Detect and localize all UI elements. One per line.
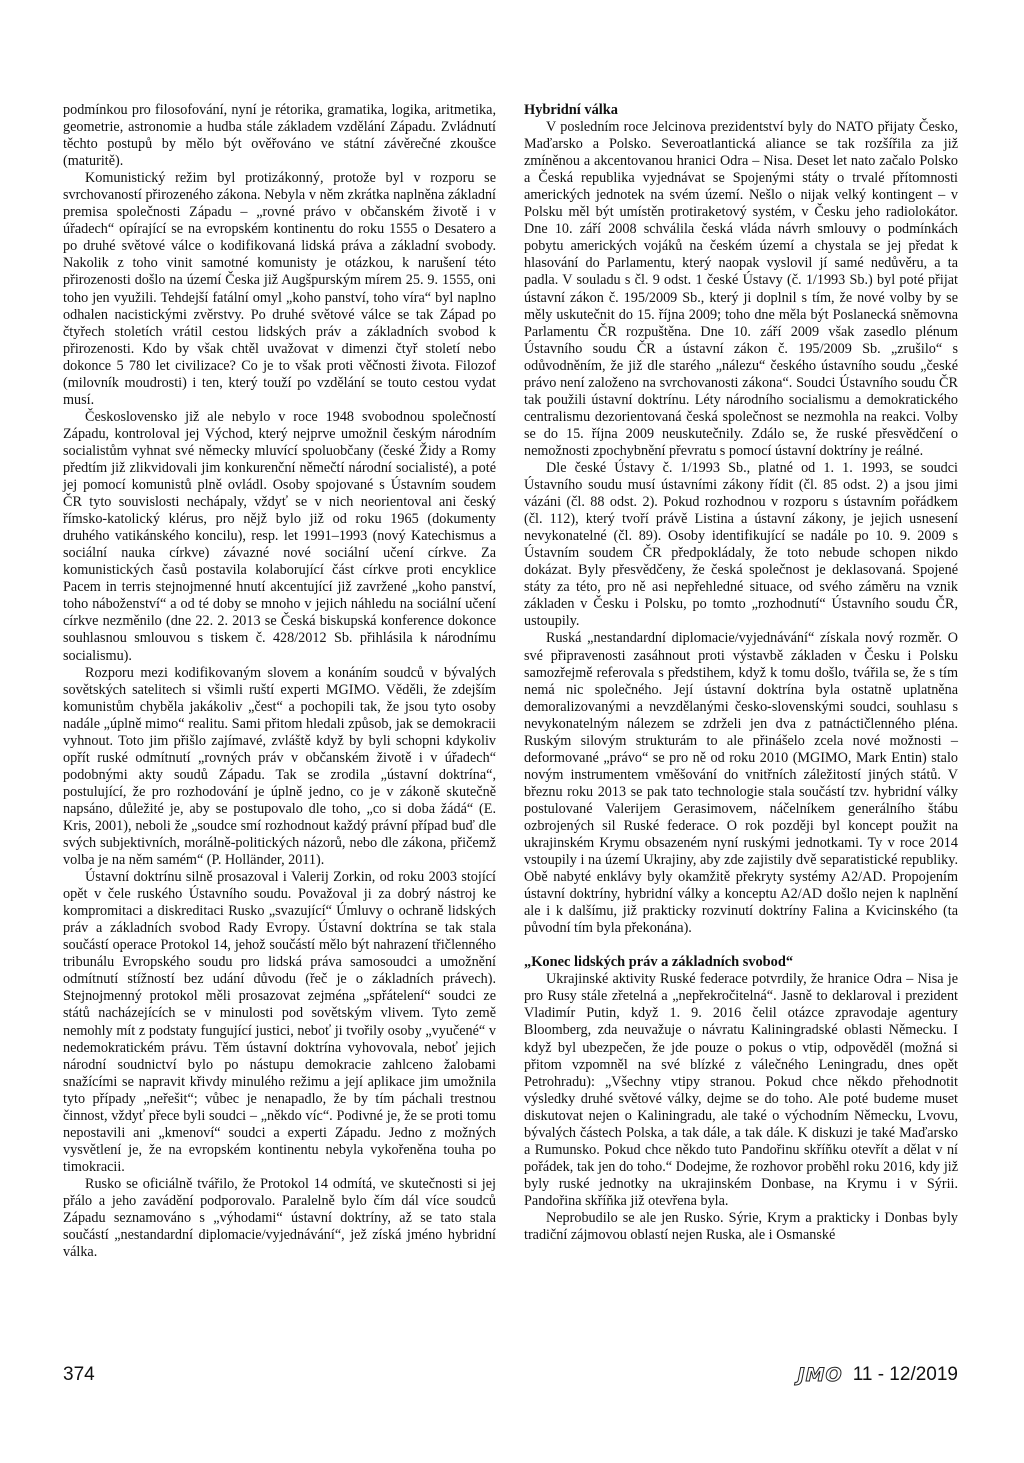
right-column: [524, 102, 958, 1244]
paragraph: Rusko se oficiálně tvářilo, že Protokol 14 odmítá, ve skutečnosti si jej přálo a jeho zavádění podporovalo. Paralelně bylo čím dál více soudců Západu seznamováno s „výhodami“ ústavní doktríny, až se tato stala součástí „nestandardní diplomacie/vyjednávání“, jež získá jméno hybridní válka.: [63, 1175, 496, 1261]
paragraph: V posledním roce Jelcinova prezidentství byly do NATO přijaty Česko, Maďarsko a Polsko. Severoatlantická aliance se tak rozšířila za již zmíněnou a akcentovanou hranici Odra – Nisa. Deset let nato začalo Polsko a Česká republika vyjednávat se Spojenými státy o trvalé přítomnosti amerických jednotek na svém území. Nešlo o nijak velký kontingent – v Polsku měl být umístěn protiraketový systém, v Česku jeho radiolokátor. Dne 10. září 2008 schválila česká vláda návrh smlouvy o podmínkách pobytu amerických vojáků na českém území a chystala se jej předat k hlasování do Parlamentu, který naopak vyslovil jí samé nedůvěru, a ta padla. V souladu s čl. 9 odst. 1 české Ústavy (č. 1/1993 Sb.) byl poté přijat ústavní zákon č. 195/2009 Sb., který ji doplnil s tím, že nové volby by se měly uskutečnit do 15. října 2009; toho dne měla být Poslanecká sněmovna Parlamentu ČR rozpuštěna. Dne 10. září 2009 však zasedlo plénum Ústavního soudu ČR a ústavní zákon č. 195/2009 Sb. „zrušilo“ s odůvodněním, že již dle starého „nálezu“ českého ústavního soudu „české právo není založeno na svrchovanosti zákona“. Soudci Ústavního soudu ČR tak použili ústavní doktrínu. Léty národního socialismu a demokratického centralismu dezorientovaná česká společnost se nezmohla na reakci. Volby se do 15. října 2009 neuskutečnily. Zdálo se, že ruské přesvědčení o nemožnosti zpochybnění převratu s pomocí ústavní doktríny je reálné.: [524, 119, 958, 459]
section-heading-hybrid-war: Hybridní válka: [524, 102, 618, 118]
paragraph: Československo již ale nebylo v roce 1948 svobodnou společností Západu, kontroloval jej Východ, který nejprve umožnil českým národním socialistům vyhnat své německy mluvící spoluobčany (české Židy a Romy předtím již zlikvidovali jim konkurenční němečtí národní socialisté), a poté jej pomocí komunistů plně ovládl. Osoby spojované s Ústavním soudem ČR tyto souvislosti nechápaly, vždyť se v nich neorientoval ani český římsko-katolický klérus, pro nějž bylo již od roku 1965 (dokumenty druhého vatikánského koncilu), resp. let 1991–1993 (nový Katechismus a sociální nauka církve) závazné nové sociální učení církve. Za komunistických časů postavila kolaborující část církve proti encyklice Pacem in terris stejnojmenné hnutí akcentující již zavržené „koho panství, toho náboženství“ a od té doby se mnoho v jejich náhledu na sociální učení církve nezměnilo (dne 22. 2. 2013 se Česká biskupská konference dokonce souhlasnou smlouvou s tiskem č. 428/2012 Sb. přihlásila k národnímu socialismu).: [63, 408, 496, 664]
paragraph: Ruská „nestandardní diplomacie/vyjednávání“ získala nový rozměr. O své připravenosti zasáhnout proti výstavbě základen v Česku i Polsku samozřejmě referovala s předstihem, když k tomu došlo, tvářila se, že s tím nemá nic společného. Její ústavní doktrína byla ostatně uplatněna demoralizovanými a nevzdělanými česko-slovenskými soudci, souhlasu s nevykonatelným nálezem se zdrželi jen dva z patnáctičlenného pléna. Ruským silovým strukturám to ale přinášelo zcela nové možnosti – deformované „právo“ se pro ně od roku 2010 (MGIMO, Mark Entin) stalo novým instrumentem vměšování do vnitřních záležitostí jiných států. V březnu roku 2013 se pak tato technologie stala součástí tzv. hybridní války postulované Valerijem Gerasimovem, náčelníkem generálního štábu ozbrojených sil Ruské federace. O rok později byl koncept použit na ukrajinském Krymu obsazeném nyní ruskými jednotkami. Ty v roce 2014 vstoupily i na území Ukrajiny, aby zde zajistily dvě separatistické republiky. Obě nabyté enklávy byly okamžitě překryty systémy A2/AD. Propojením ústavní doktríny, hybridní války a konceptu A2/AD došlo nejen k naplnění ale i k dalšímu, již prakticky rozvinutí doktríny Falina a Kvicinského (ta původní tím byla překonána).: [524, 630, 958, 937]
left-column: [63, 102, 496, 1261]
section-heading-end-of-rights: „Konec lidských práv a základních svobod“: [524, 954, 794, 971]
paragraph: Rozporu mezi kodifikovaným slovem a konáním soudců v bývalých sovětských satelitech si všimli ruští experti MGIMO. Věděli, že zdejším komunistům chyběla jakákoliv „čest“ a pochopili tak, že jsou tyto osoby nadále „úplně mimo“ realitu. Sami přitom hledali způsob, jak se demokracii vyhnout. Toto jim přišlo zajímavé, zvláště když by byli schopni kdykoliv opřít ruské odmítnutí „rovných práv v občanském životě i v úřadech“ podobnými akty soudů Západu. Tak se zrodila „ústavní doktrína“, postulující, že pro rozhodování je úplně jedno, co je v zákoně skutečně napsáno, důležité je, aby se postupovalo dle toho, „co si doba žádá“ (E. Kris, 2001), neboli že „soudce smí rozhodnout každý právní případ buď dle svých subjektivních, morálně-politických názorů, nebo dle zákona, přičemž volba je na něm samém“ (P. Holländer, 2011).: [63, 664, 496, 869]
paragraph: podmínkou pro filosofování, nyní je rétorika, gramatika, logika, aritmetika, geometrie, astronomie a hudba stále základem vzdělání Západu. Zvládnutí těchto postupů by mělo být ověřováno ve státní závěrečné zkoušce (maturitě).: [63, 102, 496, 170]
page-footer: [63, 1364, 958, 1390]
paragraph: Ukrajinské aktivity Ruské federace potvrdily, že hranice Odra – Nisa je pro Rusy stále zřetelná a „nepřekročitelná“. Jasně to deklaroval i prezident Vladimír Putin, když 1. 9. 2016 čelil otázce zpravodaje agentury Bloomberg, zda neuvažuje o návratu Kaliningradské oblasti Německu. I když byl ubezpečen, že jde pouze o pokus o vtip, odpověděl (možná si přitom vzpomněl na své blízké z válečného Leningradu, dnes opět Petrohradu): „Všechny vtipy stranou. Pokud chce někdo přehodnotit výsledky druhé světové války, dejme se do toho. Ale poté budeme muset diskutovat nejen o Kaliningradu, ale také o východním Německu, Lvovu, bývalých částech Polska, a tak dále, a tak dále. K diskuzi je také Maďarsko a Rumunsko. Pokud chce někdo tuto Pandořinu skříňku otevřít a dělat v ní pořádek, tak jen do toho.“ Dodejme, že rozhovor proběhl roku 2016, kdy již byly ruské jednotky na ukrajinském Donbase, na Krymu i v Sýrii. Pandořina skříňka již otevřena byla.: [524, 971, 958, 1209]
paragraph: Komunistický režim byl protizákonný, protože byl v rozporu se svrchovaností přirozeného zákona. Nebyla v něm zkrátka naplněna základní premisa společnosti Západu – „rovné právo v občanském životě i v úřadech“ opírající se na evropském kontinentu do roku 1555 o Desatero a po druhé světové válce o kodifikovaná lidská práva a základní svobody. Nakolik z toho vinit samotné komunisty je otázkou, k narušení této přirozenosti došlo na území Česka již Augšpurským mírem 25. 9. 1555, oni toho jen využili. Tehdejší fatální omyl „koho panství, toho víra“ byl naplno odhalen nacistickými zvěrstvy. Po druhé světové válce se tak Západ po čtyřech stoletích vrátil cestou lidských práv a základních svobod k přirozenosti. Kdo by však chtěl uvažovat v dimenzi čtyř století nebo dokonce 5 780 let civilizace? Co je to však proti věčnosti života. Filozof (milovník moudrosti) i ten, který touží po vzdělání se touto cestou vydat musí.: [63, 170, 496, 408]
page-number: 374: [63, 1364, 95, 1385]
journal-logo: JMO: [797, 1364, 843, 1386]
paragraph: Dle české Ústavy č. 1/1993 Sb., platné od 1. 1. 1993, se soudci Ústavního soudu musí ústavními zákony řídit (čl. 85 odst. 2) a jsou jimi vázáni (čl. 88 odst. 2). Pokud rozhodnou v rozporu s ústavním pořádkem (čl. 112), který tvoří právě Listina a ústavní zákony, je jejich usnesení nevykonatelné (čl. 89). Osoby identifikující se nadále po 10. 9. 2009 s Ústavním soudem ČR předpokládaly, že toto nebude schopen nikdo dokázat. Byly přesvědčeny, že česká společnost je deklasovaná. Spojené státy za této, pro ně asi nepřehledné situace, od svého záměru na vznik základen v Česku i Polsku, po tomto „rozhodnutí“ Ústavního soudu ČR, ustoupily.: [524, 459, 958, 630]
journal-info: [798, 1364, 958, 1386]
paragraph: Neprobudilo se ale jen Rusko. Sýrie, Krym a prakticky i Donbas byly tradiční zájmovou oblastí nejen Ruska, ale i Osmanské: [524, 1210, 958, 1244]
issue-number: 11 - 12/2019: [852, 1364, 958, 1385]
paragraph: Ústavní doktrínu silně prosazoval i Valerij Zorkin, od roku 2003 stojící opět v čele ruského Ústavního soudu. Považoval ji za dobrý nástroj ke kompromitaci a diskreditaci Rusko „svazující“ Úmluvy o ochraně lidských práv a základních svobod Rady Evropy. Ústavní doktrína se tak stala součástí operace Protokol 14, jehož součástí mělo být nahrazení třičlenného tribunálu Evropského soudu pro lidská práva samosoudci a umožnění odmítnutí stížností bez udání důvodu (řeč je o základních právech). Stejnojmenný protokol měli prosazovat zejména „spřátelení“ soudci ze států nacházejících se v minulosti pod sovětským vlivem. Tyto země nemohly mít z podstaty fungující justici, neboť ji tvořily osoby „vyučené“ v nedemokratickém právu. Těm ústavní doktrína vyhovovala, neboť jejich národní soudnictví bylo po nástupu demokracie zahlceno žalobami snažícími se napravit křivdy minulého režimu a její aplikace jim umožnila tyto případy „neřešit“; vůbec je nenapadlo, že by tím páchali trestnou činnost, vždyť přece byli soudci – „někdo víc“. Podivné je, že se proti tomu nepostavili ani „kmenoví“ soudci a experti Západu. Jedno z možných vysvětlení je, že na evropském kontinentu nebyla vykořeněna touha po timokracii.: [63, 869, 496, 1175]
